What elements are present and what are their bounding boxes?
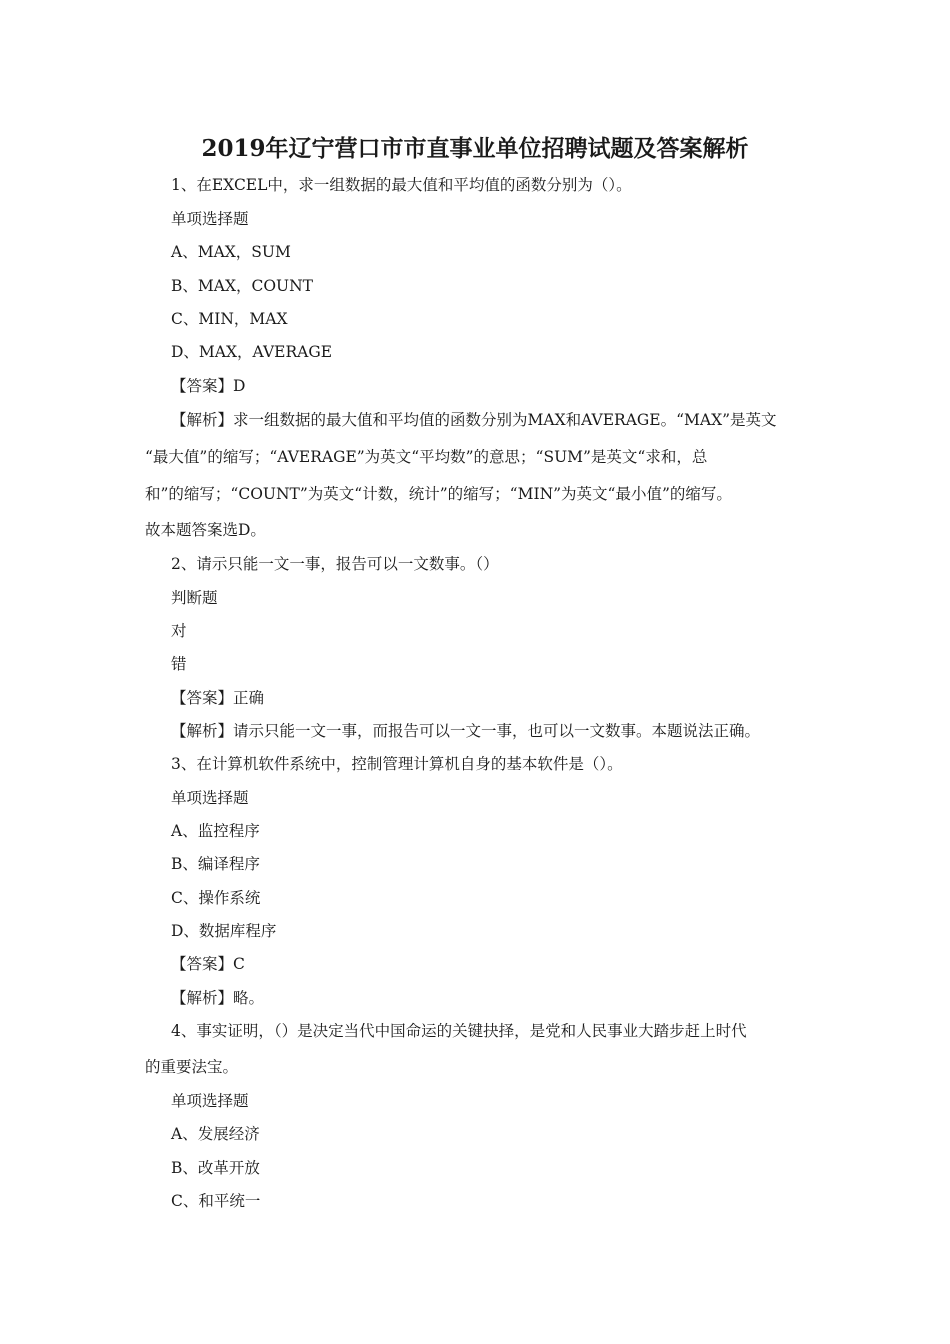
- question-2-analysis: 【解析】请示只能一文一事，而报告可以一文一事，也可以一文数事。本题说法正确。: [171, 722, 761, 740]
- question-2-option-false: 错: [171, 655, 187, 673]
- question-1-answer: 【答案】D: [171, 377, 246, 395]
- question-3-analysis: 【解析】略。: [171, 989, 265, 1007]
- question-4-text-line-1: 4、事实证明，（）是决定当代中国命运的关键抉择，是党和人民事业大踏步赶上时代: [171, 1022, 747, 1040]
- document-title: 2019年辽宁营口市市直事业单位招聘试题及答案解析: [201, 135, 749, 162]
- question-1-analysis-line-2: “最大值”的缩写；“AVERAGE”为英文“平均数”的意思；“SUM”是英文“求和，总: [145, 448, 708, 466]
- question-1-option-c: C、MIN，MAX: [171, 310, 288, 328]
- question-4-option-b: B、改革开放: [171, 1159, 260, 1177]
- question-1-option-b: B、MAX，COUNT: [171, 277, 314, 295]
- question-4-option-a: A、发展经济: [171, 1125, 260, 1143]
- question-4-text-line-2: 的重要法宝。: [145, 1058, 239, 1076]
- question-1-type: 单项选择题: [171, 210, 249, 228]
- question-1-option-d: D、MAX，AVERAGE: [171, 343, 333, 361]
- question-3-option-a: A、监控程序: [171, 822, 260, 840]
- question-1-text: 1、在EXCEL中，求一组数据的最大值和平均值的函数分别为（）。: [171, 176, 632, 194]
- question-1-option-a: A、MAX，SUM: [171, 243, 291, 261]
- question-2-answer: 【答案】正确: [171, 689, 265, 707]
- question-2-option-true: 对: [171, 622, 187, 640]
- question-3-option-c: C、操作系统: [171, 889, 261, 907]
- question-3-option-d: D、数据库程序: [171, 922, 277, 940]
- question-3-answer: 【答案】C: [171, 955, 245, 973]
- question-2-text: 2、请示只能一文一事，报告可以一文数事。（）: [171, 555, 499, 573]
- question-3-type: 单项选择题: [171, 789, 249, 807]
- question-3-text: 3、在计算机软件系统中，控制管理计算机自身的基本软件是（）。: [171, 755, 623, 773]
- question-4-option-c: C、和平统一: [171, 1192, 261, 1210]
- question-3-option-b: B、编译程序: [171, 855, 260, 873]
- question-2-type: 判断题: [171, 589, 218, 607]
- question-1-analysis-line-3: 和”的缩写；“COUNT”为英文“计数，统计”的缩写；“MIN”为英文“最小值”的缩写。: [145, 485, 732, 503]
- question-1-analysis-line-1: 【解析】求一组数据的最大值和平均值的函数分别为MAX和AVERAGE。“MAX”是英文: [171, 411, 777, 429]
- question-1-analysis-line-4: 故本题答案选D。: [145, 521, 266, 539]
- question-4-type: 单项选择题: [171, 1092, 249, 1110]
